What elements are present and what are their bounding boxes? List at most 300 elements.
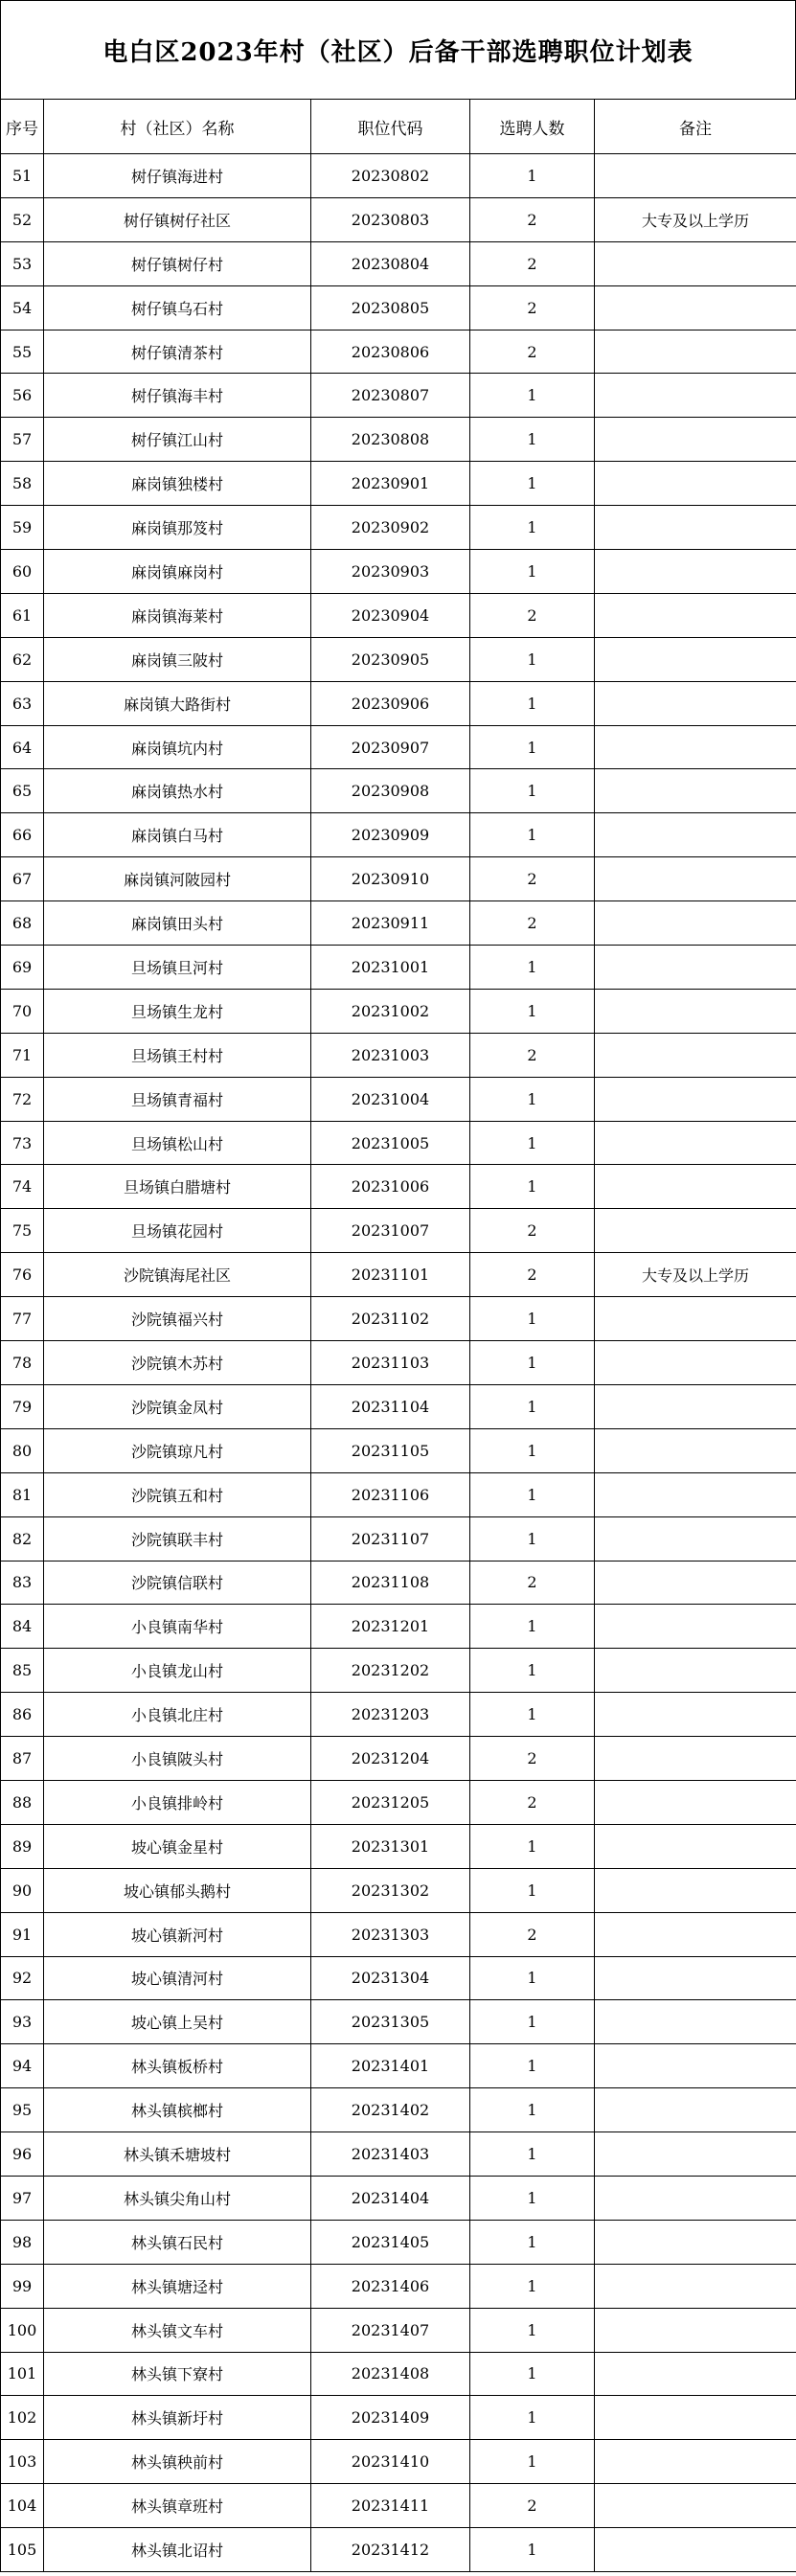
table-row bbox=[1, 285, 796, 330]
cell-note bbox=[595, 550, 796, 594]
cell-name: 麻岗镇田头村 bbox=[44, 901, 311, 946]
table-row bbox=[1, 1649, 796, 1693]
cell-name: 沙院镇琼凡村 bbox=[44, 1428, 311, 1472]
cell-note bbox=[595, 2176, 796, 2220]
table-row bbox=[1, 154, 796, 198]
cell-note bbox=[595, 2440, 796, 2484]
table-row bbox=[1, 813, 796, 857]
cell-note bbox=[595, 1956, 796, 2000]
table-row bbox=[1, 2220, 796, 2264]
table-row bbox=[1, 989, 796, 1033]
cell-code: 20230807 bbox=[311, 374, 470, 418]
cell-seq: 84 bbox=[1, 1605, 44, 1649]
cell-code: 20230907 bbox=[311, 725, 470, 769]
header-code: 职位代码 bbox=[311, 100, 470, 154]
cell-seq: 83 bbox=[1, 1561, 44, 1605]
table-row bbox=[1, 1737, 796, 1781]
cell-seq: 87 bbox=[1, 1737, 44, 1781]
cell-name: 坡心镇上吴村 bbox=[44, 2000, 311, 2044]
cell-note bbox=[595, 1077, 796, 1121]
header-seq: 序号 bbox=[1, 100, 44, 154]
cell-name: 树仔镇海丰村 bbox=[44, 374, 311, 418]
cell-code: 20231303 bbox=[311, 1912, 470, 1956]
cell-note bbox=[595, 1516, 796, 1561]
cell-note: 大专及以上学历 bbox=[595, 1253, 796, 1297]
cell-count: 1 bbox=[470, 1693, 595, 1737]
cell-count: 1 bbox=[470, 1384, 595, 1428]
header-note: 备注 bbox=[595, 100, 796, 154]
cell-code: 20231007 bbox=[311, 1209, 470, 1253]
table-row bbox=[1, 2484, 796, 2528]
cell-note bbox=[595, 2396, 796, 2440]
cell-note bbox=[595, 2132, 796, 2177]
table-row bbox=[1, 1253, 796, 1297]
cell-name: 坡心镇清河村 bbox=[44, 1956, 311, 2000]
cell-seq: 61 bbox=[1, 593, 44, 637]
cell-count: 1 bbox=[470, 2308, 595, 2352]
table-row bbox=[1, 681, 796, 725]
cell-note bbox=[595, 1472, 796, 1516]
table-row bbox=[1, 2264, 796, 2308]
cell-code: 20231001 bbox=[311, 946, 470, 990]
cell-name: 小良镇南华村 bbox=[44, 1605, 311, 1649]
cell-code: 20230804 bbox=[311, 241, 470, 285]
cell-name: 林头镇章班村 bbox=[44, 2484, 311, 2528]
cell-note bbox=[595, 1428, 796, 1472]
cell-count: 1 bbox=[470, 1868, 595, 1912]
table-row bbox=[1, 1165, 796, 1209]
table-body bbox=[1, 154, 796, 2572]
cell-count: 1 bbox=[470, 2220, 595, 2264]
cell-note bbox=[595, 2088, 796, 2132]
cell-name: 林头镇下寮村 bbox=[44, 2352, 311, 2396]
cell-count: 1 bbox=[470, 2088, 595, 2132]
cell-seq: 56 bbox=[1, 374, 44, 418]
cell-code: 20231406 bbox=[311, 2264, 470, 2308]
cell-seq: 101 bbox=[1, 2352, 44, 2396]
table-row bbox=[1, 2352, 796, 2396]
cell-count: 2 bbox=[470, 1737, 595, 1781]
cell-count: 1 bbox=[470, 769, 595, 813]
cell-seq: 86 bbox=[1, 1693, 44, 1737]
cell-count: 2 bbox=[470, 285, 595, 330]
cell-count: 1 bbox=[470, 2000, 595, 2044]
cell-count: 1 bbox=[470, 154, 595, 198]
cell-note bbox=[595, 1780, 796, 1824]
table-row bbox=[1, 2440, 796, 2484]
cell-seq: 69 bbox=[1, 946, 44, 990]
cell-count: 1 bbox=[470, 418, 595, 462]
cell-note bbox=[595, 1912, 796, 1956]
cell-note bbox=[595, 1649, 796, 1693]
cell-seq: 75 bbox=[1, 1209, 44, 1253]
cell-code: 20231302 bbox=[311, 1868, 470, 1912]
position-plan-table bbox=[0, 99, 796, 2572]
table-row bbox=[1, 637, 796, 681]
table-row bbox=[1, 1077, 796, 1121]
cell-seq: 94 bbox=[1, 2044, 44, 2088]
table-row bbox=[1, 1912, 796, 1956]
cell-seq: 64 bbox=[1, 725, 44, 769]
cell-count: 1 bbox=[470, 2440, 595, 2484]
cell-seq: 72 bbox=[1, 1077, 44, 1121]
cell-count: 1 bbox=[470, 1341, 595, 1385]
cell-seq: 102 bbox=[1, 2396, 44, 2440]
table-row bbox=[1, 506, 796, 550]
table-row bbox=[1, 1516, 796, 1561]
cell-code: 20230906 bbox=[311, 681, 470, 725]
cell-note bbox=[595, 593, 796, 637]
cell-count: 1 bbox=[470, 1428, 595, 1472]
cell-name: 沙院镇海尾社区 bbox=[44, 1253, 311, 1297]
cell-code: 20231002 bbox=[311, 989, 470, 1033]
cell-count: 1 bbox=[470, 2396, 595, 2440]
cell-name: 树仔镇海进村 bbox=[44, 154, 311, 198]
cell-name: 林头镇新圩村 bbox=[44, 2396, 311, 2440]
cell-code: 20231405 bbox=[311, 2220, 470, 2264]
cell-code: 20231410 bbox=[311, 2440, 470, 2484]
table-row bbox=[1, 241, 796, 285]
cell-note bbox=[595, 241, 796, 285]
cell-note bbox=[595, 2528, 796, 2572]
cell-code: 20230808 bbox=[311, 418, 470, 462]
cell-name: 坡心镇新河村 bbox=[44, 1912, 311, 1956]
cell-code: 20231006 bbox=[311, 1165, 470, 1209]
cell-name: 旦场镇青福村 bbox=[44, 1077, 311, 1121]
cell-count: 2 bbox=[470, 1033, 595, 1077]
cell-name: 旦场镇王村村 bbox=[44, 1033, 311, 1077]
cell-name: 旦场镇松山村 bbox=[44, 1121, 311, 1165]
cell-code: 20231304 bbox=[311, 1956, 470, 2000]
cell-count: 1 bbox=[470, 637, 595, 681]
table-row bbox=[1, 1428, 796, 1472]
cell-name: 旦场镇生龙村 bbox=[44, 989, 311, 1033]
cell-name: 树仔镇清茶村 bbox=[44, 330, 311, 374]
cell-count: 1 bbox=[470, 725, 595, 769]
cell-seq: 89 bbox=[1, 1824, 44, 1868]
cell-code: 20230806 bbox=[311, 330, 470, 374]
cell-count: 1 bbox=[470, 1472, 595, 1516]
cell-seq: 60 bbox=[1, 550, 44, 594]
cell-count: 1 bbox=[470, 1297, 595, 1341]
cell-seq: 54 bbox=[1, 285, 44, 330]
cell-code: 20231106 bbox=[311, 1472, 470, 1516]
cell-count: 1 bbox=[470, 1649, 595, 1693]
cell-count: 2 bbox=[470, 1912, 595, 1956]
table-row bbox=[1, 1384, 796, 1428]
table-row bbox=[1, 2000, 796, 2044]
cell-seq: 59 bbox=[1, 506, 44, 550]
cell-seq: 76 bbox=[1, 1253, 44, 1297]
cell-code: 20231411 bbox=[311, 2484, 470, 2528]
cell-count: 2 bbox=[470, 1253, 595, 1297]
table-row bbox=[1, 1824, 796, 1868]
cell-code: 20231401 bbox=[311, 2044, 470, 2088]
cell-name: 麻岗镇海莱村 bbox=[44, 593, 311, 637]
cell-count: 1 bbox=[470, 462, 595, 506]
cell-note bbox=[595, 1737, 796, 1781]
cell-note bbox=[595, 285, 796, 330]
header-count: 选聘人数 bbox=[470, 100, 595, 154]
cell-count: 1 bbox=[470, 1516, 595, 1561]
cell-name: 麻岗镇那笈村 bbox=[44, 506, 311, 550]
table-row bbox=[1, 1561, 796, 1605]
cell-seq: 55 bbox=[1, 330, 44, 374]
cell-note bbox=[595, 506, 796, 550]
cell-note bbox=[595, 2352, 796, 2396]
cell-note bbox=[595, 637, 796, 681]
cell-seq: 57 bbox=[1, 418, 44, 462]
cell-seq: 79 bbox=[1, 1384, 44, 1428]
table-row bbox=[1, 1033, 796, 1077]
cell-note bbox=[595, 901, 796, 946]
table-row bbox=[1, 1956, 796, 2000]
cell-code: 20230802 bbox=[311, 154, 470, 198]
cell-note bbox=[595, 1121, 796, 1165]
table-row bbox=[1, 1472, 796, 1516]
cell-count: 2 bbox=[470, 330, 595, 374]
cell-name: 树仔镇树仔村 bbox=[44, 241, 311, 285]
cell-note bbox=[595, 1384, 796, 1428]
cell-name: 沙院镇联丰村 bbox=[44, 1516, 311, 1561]
table-row bbox=[1, 769, 796, 813]
cell-code: 20231105 bbox=[311, 1428, 470, 1472]
cell-name: 沙院镇五和村 bbox=[44, 1472, 311, 1516]
cell-code: 20230902 bbox=[311, 506, 470, 550]
cell-count: 1 bbox=[470, 2044, 595, 2088]
cell-seq: 98 bbox=[1, 2220, 44, 2264]
cell-code: 20230908 bbox=[311, 769, 470, 813]
cell-note bbox=[595, 1341, 796, 1385]
cell-seq: 74 bbox=[1, 1165, 44, 1209]
cell-seq: 53 bbox=[1, 241, 44, 285]
table-row bbox=[1, 374, 796, 418]
cell-note bbox=[595, 2000, 796, 2044]
cell-note bbox=[595, 1209, 796, 1253]
cell-name: 麻岗镇白马村 bbox=[44, 813, 311, 857]
table-header-row bbox=[1, 100, 796, 154]
cell-note bbox=[595, 946, 796, 990]
cell-code: 20230803 bbox=[311, 197, 470, 241]
table-row bbox=[1, 593, 796, 637]
cell-code: 20231107 bbox=[311, 1516, 470, 1561]
table-row bbox=[1, 901, 796, 946]
cell-note bbox=[595, 1605, 796, 1649]
cell-name: 林头镇秧前村 bbox=[44, 2440, 311, 2484]
table-row bbox=[1, 2088, 796, 2132]
cell-seq: 95 bbox=[1, 2088, 44, 2132]
cell-count: 1 bbox=[470, 1121, 595, 1165]
cell-name: 林头镇北诏村 bbox=[44, 2528, 311, 2572]
cell-name: 麻岗镇麻岗村 bbox=[44, 550, 311, 594]
table-row bbox=[1, 330, 796, 374]
cell-seq: 80 bbox=[1, 1428, 44, 1472]
cell-code: 20231205 bbox=[311, 1780, 470, 1824]
cell-count: 1 bbox=[470, 2132, 595, 2177]
cell-seq: 92 bbox=[1, 1956, 44, 2000]
cell-code: 20230904 bbox=[311, 593, 470, 637]
cell-seq: 85 bbox=[1, 1649, 44, 1693]
cell-code: 20231103 bbox=[311, 1341, 470, 1385]
cell-name: 林头镇石民村 bbox=[44, 2220, 311, 2264]
cell-name: 麻岗镇独楼村 bbox=[44, 462, 311, 506]
cell-name: 小良镇排岭村 bbox=[44, 1780, 311, 1824]
cell-seq: 97 bbox=[1, 2176, 44, 2220]
cell-seq: 82 bbox=[1, 1516, 44, 1561]
cell-count: 2 bbox=[470, 857, 595, 901]
cell-code: 20231003 bbox=[311, 1033, 470, 1077]
cell-code: 20230805 bbox=[311, 285, 470, 330]
cell-code: 20231402 bbox=[311, 2088, 470, 2132]
table-row bbox=[1, 2396, 796, 2440]
cell-seq: 88 bbox=[1, 1780, 44, 1824]
cell-code: 20230901 bbox=[311, 462, 470, 506]
table-row bbox=[1, 462, 796, 506]
cell-note bbox=[595, 2220, 796, 2264]
cell-seq: 68 bbox=[1, 901, 44, 946]
cell-name: 沙院镇金凤村 bbox=[44, 1384, 311, 1428]
cell-note bbox=[595, 769, 796, 813]
cell-code: 20231102 bbox=[311, 1297, 470, 1341]
cell-name: 旦场镇白腊塘村 bbox=[44, 1165, 311, 1209]
cell-seq: 99 bbox=[1, 2264, 44, 2308]
cell-note bbox=[595, 1693, 796, 1737]
cell-code: 20231403 bbox=[311, 2132, 470, 2177]
cell-note bbox=[595, 2264, 796, 2308]
cell-name: 沙院镇信联村 bbox=[44, 1561, 311, 1605]
cell-count: 1 bbox=[470, 1824, 595, 1868]
cell-name: 麻岗镇三陂村 bbox=[44, 637, 311, 681]
cell-seq: 81 bbox=[1, 1472, 44, 1516]
table-row bbox=[1, 946, 796, 990]
cell-count: 1 bbox=[470, 1077, 595, 1121]
cell-code: 20231108 bbox=[311, 1561, 470, 1605]
cell-code: 20231204 bbox=[311, 1737, 470, 1781]
cell-count: 2 bbox=[470, 1780, 595, 1824]
cell-note bbox=[595, 1561, 796, 1605]
cell-note bbox=[595, 725, 796, 769]
cell-note bbox=[595, 462, 796, 506]
cell-name: 麻岗镇坑内村 bbox=[44, 725, 311, 769]
cell-note bbox=[595, 1868, 796, 1912]
cell-note bbox=[595, 1033, 796, 1077]
cell-code: 20231004 bbox=[311, 1077, 470, 1121]
cell-code: 20231101 bbox=[311, 1253, 470, 1297]
table-row bbox=[1, 2528, 796, 2572]
cell-name: 麻岗镇大路街村 bbox=[44, 681, 311, 725]
cell-note bbox=[595, 1297, 796, 1341]
cell-name: 林头镇槟榔村 bbox=[44, 2088, 311, 2132]
cell-code: 20231412 bbox=[311, 2528, 470, 2572]
cell-note bbox=[595, 989, 796, 1033]
cell-code: 20231005 bbox=[311, 1121, 470, 1165]
cell-code: 20230903 bbox=[311, 550, 470, 594]
table-row bbox=[1, 2308, 796, 2352]
cell-note bbox=[595, 681, 796, 725]
cell-count: 2 bbox=[470, 593, 595, 637]
cell-name: 沙院镇木苏村 bbox=[44, 1341, 311, 1385]
cell-seq: 71 bbox=[1, 1033, 44, 1077]
table-row bbox=[1, 1780, 796, 1824]
cell-name: 麻岗镇热水村 bbox=[44, 769, 311, 813]
table-row bbox=[1, 197, 796, 241]
cell-note: 大专及以上学历 bbox=[595, 197, 796, 241]
table-row bbox=[1, 2132, 796, 2177]
table-row bbox=[1, 2044, 796, 2088]
cell-note bbox=[595, 418, 796, 462]
cell-note bbox=[595, 2044, 796, 2088]
cell-code: 20231305 bbox=[311, 2000, 470, 2044]
cell-code: 20231408 bbox=[311, 2352, 470, 2396]
cell-note bbox=[595, 2308, 796, 2352]
cell-seq: 67 bbox=[1, 857, 44, 901]
cell-code: 20231404 bbox=[311, 2176, 470, 2220]
cell-seq: 78 bbox=[1, 1341, 44, 1385]
cell-note bbox=[595, 857, 796, 901]
cell-seq: 62 bbox=[1, 637, 44, 681]
cell-note bbox=[595, 813, 796, 857]
table-row bbox=[1, 1121, 796, 1165]
cell-seq: 93 bbox=[1, 2000, 44, 2044]
cell-count: 1 bbox=[470, 1956, 595, 2000]
cell-code: 20231409 bbox=[311, 2396, 470, 2440]
cell-seq: 52 bbox=[1, 197, 44, 241]
cell-name: 树仔镇树仔社区 bbox=[44, 197, 311, 241]
cell-name: 小良镇陂头村 bbox=[44, 1737, 311, 1781]
cell-code: 20230910 bbox=[311, 857, 470, 901]
cell-seq: 66 bbox=[1, 813, 44, 857]
cell-note bbox=[595, 154, 796, 198]
cell-count: 2 bbox=[470, 2484, 595, 2528]
cell-name: 树仔镇江山村 bbox=[44, 418, 311, 462]
cell-seq: 51 bbox=[1, 154, 44, 198]
cell-seq: 58 bbox=[1, 462, 44, 506]
cell-seq: 104 bbox=[1, 2484, 44, 2528]
cell-count: 2 bbox=[470, 1209, 595, 1253]
cell-count: 1 bbox=[470, 2264, 595, 2308]
cell-code: 20231104 bbox=[311, 1384, 470, 1428]
table-row bbox=[1, 1209, 796, 1253]
cell-count: 1 bbox=[470, 506, 595, 550]
cell-count: 2 bbox=[470, 901, 595, 946]
table-row bbox=[1, 418, 796, 462]
cell-note bbox=[595, 1824, 796, 1868]
cell-count: 2 bbox=[470, 1561, 595, 1605]
cell-note bbox=[595, 374, 796, 418]
cell-code: 20230909 bbox=[311, 813, 470, 857]
cell-code: 20230905 bbox=[311, 637, 470, 681]
page-title: 电白区2023年村（社区）后备干部选聘职位计划表 bbox=[102, 37, 694, 67]
cell-note bbox=[595, 1165, 796, 1209]
cell-seq: 65 bbox=[1, 769, 44, 813]
cell-seq: 103 bbox=[1, 2440, 44, 2484]
cell-seq: 77 bbox=[1, 1297, 44, 1341]
cell-count: 1 bbox=[470, 2352, 595, 2396]
cell-count: 1 bbox=[470, 681, 595, 725]
cell-count: 1 bbox=[470, 374, 595, 418]
cell-seq: 105 bbox=[1, 2528, 44, 2572]
cell-count: 2 bbox=[470, 197, 595, 241]
table-row bbox=[1, 1605, 796, 1649]
cell-note bbox=[595, 2484, 796, 2528]
cell-name: 沙院镇福兴村 bbox=[44, 1297, 311, 1341]
cell-count: 1 bbox=[470, 989, 595, 1033]
cell-name: 小良镇龙山村 bbox=[44, 1649, 311, 1693]
table-row bbox=[1, 550, 796, 594]
cell-count: 1 bbox=[470, 1165, 595, 1209]
table-row bbox=[1, 1341, 796, 1385]
cell-count: 1 bbox=[470, 1605, 595, 1649]
